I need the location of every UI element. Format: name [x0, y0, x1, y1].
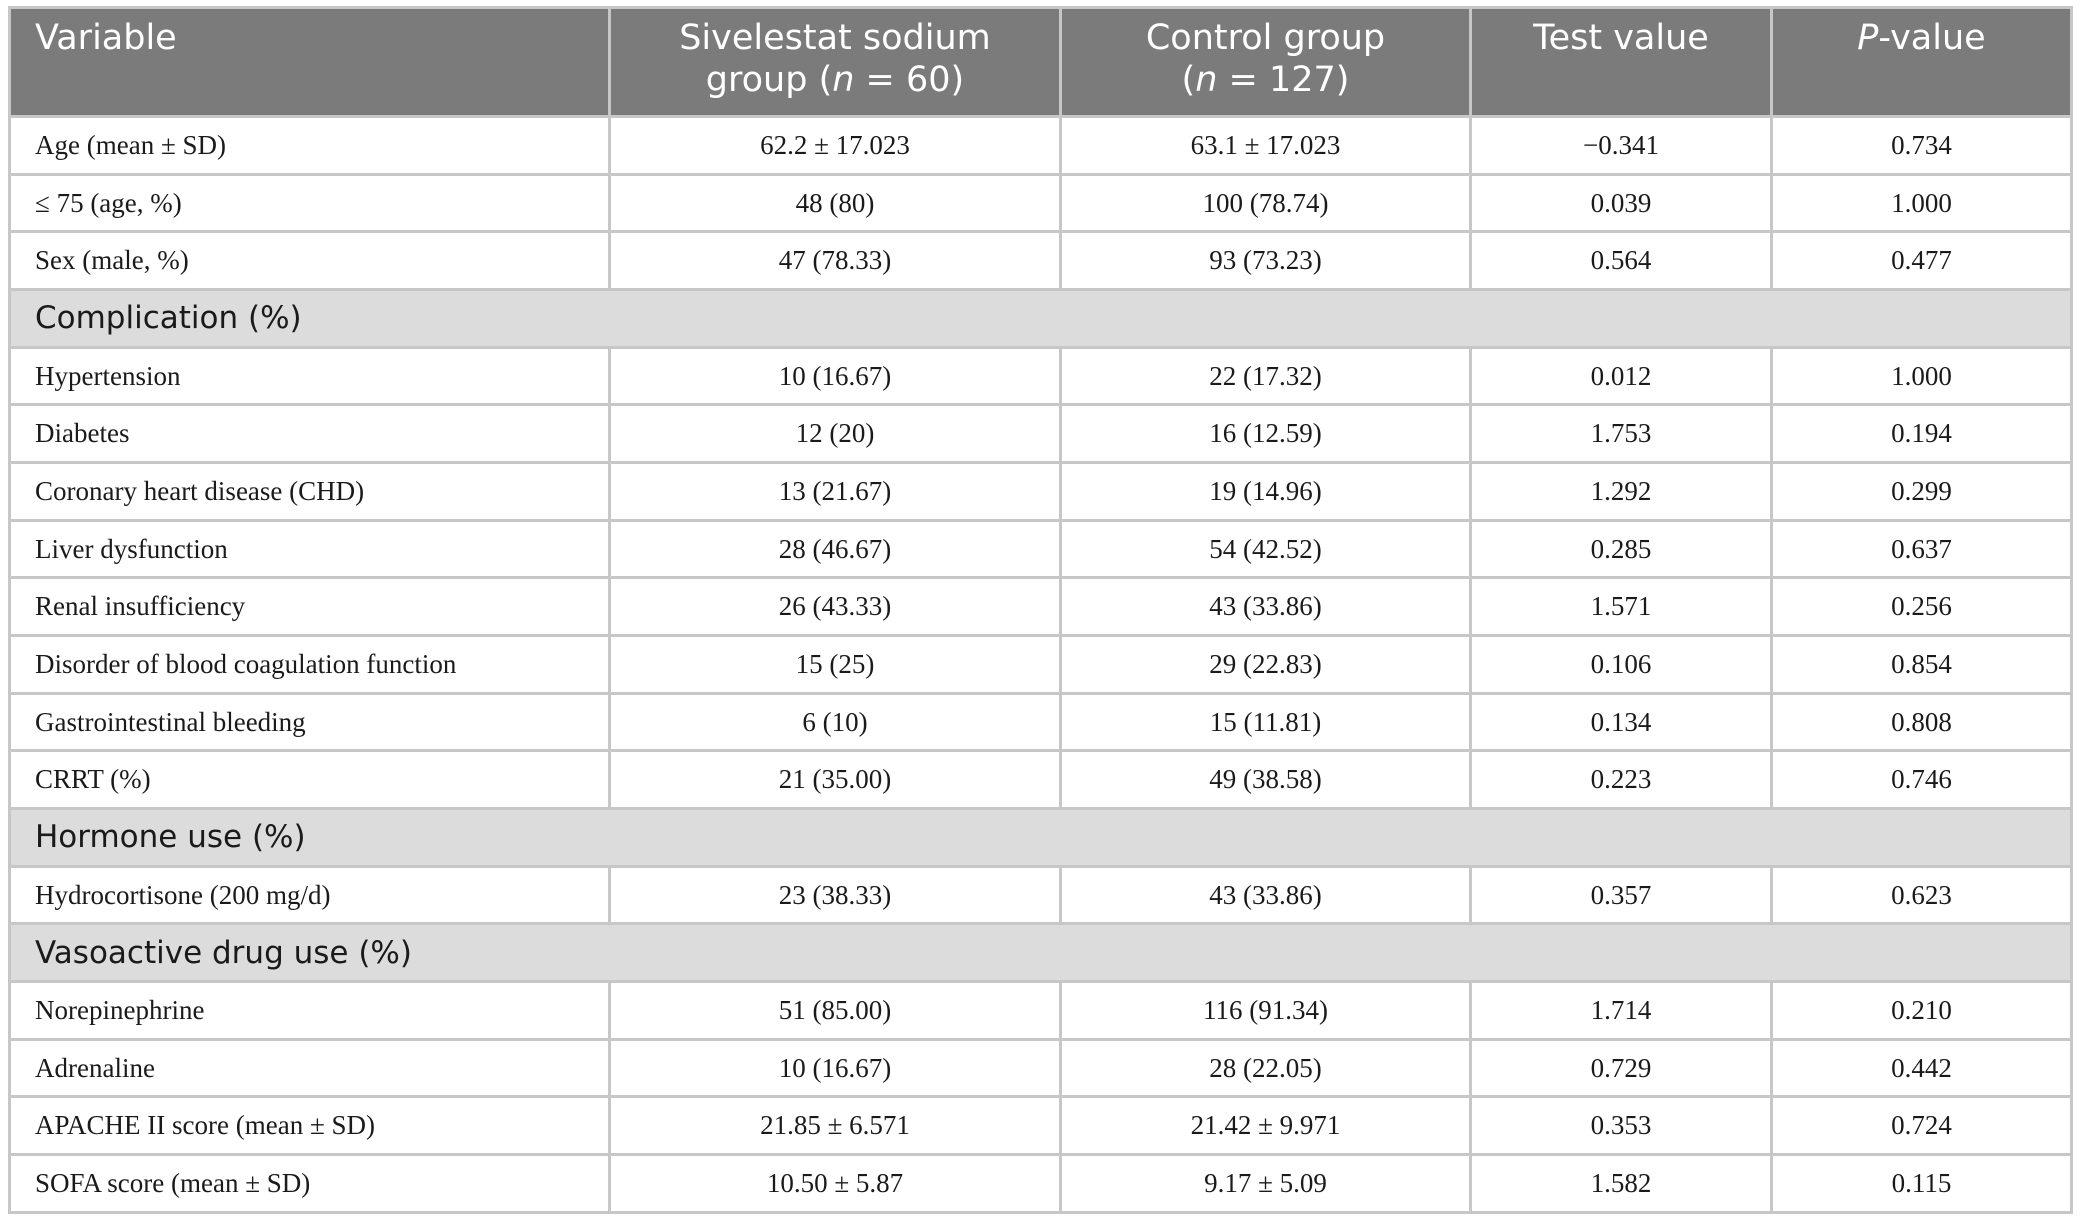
- control-cell: 43 (33.86): [1061, 866, 1471, 924]
- control-cell: 49 (38.58): [1061, 751, 1471, 809]
- p-value-cell: 0.194: [1772, 405, 2072, 463]
- row-label: Hypertension: [10, 347, 610, 405]
- control-cell: 28 (22.05): [1061, 1039, 1471, 1097]
- test-value-cell: 0.039: [1471, 174, 1772, 232]
- control-cell: 116 (91.34): [1061, 982, 1471, 1040]
- section-label: Complication (%): [10, 290, 2072, 348]
- row-label: ≤ 75 (age, %): [10, 174, 610, 232]
- control-cell: 22 (17.32): [1061, 347, 1471, 405]
- row-label: Gastrointestinal bleeding: [10, 693, 610, 751]
- sivelestat-cell: 21 (35.00): [610, 751, 1061, 809]
- table-row: [10, 578, 2072, 636]
- p-value-cell: 0.299: [1772, 463, 2072, 521]
- control-cell: 15 (11.81): [1061, 693, 1471, 751]
- p-value-cell: 1.000: [1772, 347, 2072, 405]
- test-value-cell: −0.341: [1471, 117, 1772, 175]
- test-value-cell: 0.353: [1471, 1097, 1772, 1155]
- p-value-cell: 1.000: [1772, 174, 2072, 232]
- test-value-cell: 0.134: [1471, 693, 1772, 751]
- test-value-cell: 0.729: [1471, 1039, 1772, 1097]
- test-value-cell: 1.753: [1471, 405, 1772, 463]
- row-label: Coronary heart disease (CHD): [10, 463, 610, 521]
- sivelestat-cell: 48 (80): [610, 174, 1061, 232]
- row-label: Renal insufficiency: [10, 578, 610, 636]
- row-label: Adrenaline: [10, 1039, 610, 1097]
- p-value-cell: 0.477: [1772, 232, 2072, 290]
- header-sivelestat: [610, 8, 1061, 117]
- section-label: Hormone use (%): [10, 809, 2072, 867]
- table-row: [10, 1039, 2072, 1097]
- table-row: [10, 520, 2072, 578]
- table-row: [10, 405, 2072, 463]
- header-control-n: n: [1195, 60, 1218, 100]
- control-cell: 43 (33.86): [1061, 578, 1471, 636]
- p-value-cell: 0.746: [1772, 751, 2072, 809]
- test-value-cell: 0.106: [1471, 636, 1772, 694]
- sivelestat-cell: 51 (85.00): [610, 982, 1061, 1040]
- test-value-cell: 0.223: [1471, 751, 1772, 809]
- p-value-cell: 0.623: [1772, 866, 2072, 924]
- p-value-cell: 0.115: [1772, 1155, 2072, 1213]
- header-row: [10, 8, 2072, 117]
- sivelestat-cell: 26 (43.33): [610, 578, 1061, 636]
- sivelestat-cell: 10 (16.67): [610, 347, 1061, 405]
- control-cell: 19 (14.96): [1061, 463, 1471, 521]
- p-value-cell: 0.210: [1772, 982, 2072, 1040]
- test-value-cell: 0.564: [1471, 232, 1772, 290]
- p-value-cell: 0.808: [1772, 693, 2072, 751]
- table-row: [10, 693, 2072, 751]
- table-row: [10, 1155, 2072, 1213]
- table-row: [10, 982, 2072, 1040]
- table-row: [10, 636, 2072, 694]
- header-p-rest: -value: [1878, 18, 1986, 58]
- p-value-cell: 0.256: [1772, 578, 2072, 636]
- sivelestat-cell: 6 (10): [610, 693, 1061, 751]
- row-label: SOFA score (mean ± SD): [10, 1155, 610, 1213]
- header-p-italic: P: [1857, 18, 1879, 58]
- sivelestat-cell: 10 (16.67): [610, 1039, 1061, 1097]
- row-label: CRRT (%): [10, 751, 610, 809]
- header-sivelestat-pre: group (: [705, 60, 833, 100]
- test-value-cell: 0.012: [1471, 347, 1772, 405]
- section-row: [10, 924, 2072, 982]
- header-sivelestat-line1: Sivelestat sodium: [679, 18, 991, 58]
- sivelestat-cell: 12 (20): [610, 405, 1061, 463]
- table-row: [10, 463, 2072, 521]
- row-label: Age (mean ± SD): [10, 117, 610, 175]
- table-row: [10, 117, 2072, 175]
- table-row: [10, 866, 2072, 924]
- control-cell: 29 (22.83): [1061, 636, 1471, 694]
- header-control-post: = 127): [1217, 60, 1350, 100]
- row-label: Liver dysfunction: [10, 520, 610, 578]
- row-label: APACHE II score (mean ± SD): [10, 1097, 610, 1155]
- header-control-line1: Control group: [1145, 18, 1386, 58]
- p-value-cell: 0.724: [1772, 1097, 2072, 1155]
- test-value-cell: 1.571: [1471, 578, 1772, 636]
- section-row: [10, 290, 2072, 348]
- control-cell: 16 (12.59): [1061, 405, 1471, 463]
- table-row: [10, 174, 2072, 232]
- test-value-cell: 0.285: [1471, 520, 1772, 578]
- test-value-cell: 1.582: [1471, 1155, 1772, 1213]
- table-row: [10, 232, 2072, 290]
- table-row: [10, 1097, 2072, 1155]
- data-table: [8, 6, 2073, 1214]
- sivelestat-cell: 23 (38.33): [610, 866, 1061, 924]
- sivelestat-cell: 47 (78.33): [610, 232, 1061, 290]
- p-value-cell: 0.442: [1772, 1039, 2072, 1097]
- header-test-value: [1471, 8, 1772, 117]
- sivelestat-cell: 28 (46.67): [610, 520, 1061, 578]
- row-label: Disorder of blood coagulation function: [10, 636, 610, 694]
- test-value-cell: 1.292: [1471, 463, 1772, 521]
- test-value-cell: 0.357: [1471, 866, 1772, 924]
- sivelestat-cell: 13 (21.67): [610, 463, 1061, 521]
- test-value-cell: 1.714: [1471, 982, 1772, 1040]
- header-sivelestat-n: n: [832, 60, 855, 100]
- control-cell: 9.17 ± 5.09: [1061, 1155, 1471, 1213]
- section-label: Vasoactive drug use (%): [10, 924, 2072, 982]
- control-cell: 93 (73.23): [1061, 232, 1471, 290]
- sivelestat-cell: 21.85 ± 6.571: [610, 1097, 1061, 1155]
- sivelestat-cell: 10.50 ± 5.87: [610, 1155, 1061, 1213]
- header-control-pre: (: [1181, 60, 1196, 100]
- control-cell: 63.1 ± 17.023: [1061, 117, 1471, 175]
- p-value-cell: 0.854: [1772, 636, 2072, 694]
- control-cell: 54 (42.52): [1061, 520, 1471, 578]
- sivelestat-cell: 15 (25): [610, 636, 1061, 694]
- header-test-value-text: Test value: [1533, 18, 1709, 58]
- header-variable-text: Variable: [35, 18, 177, 58]
- table-row: [10, 751, 2072, 809]
- row-label: Diabetes: [10, 405, 610, 463]
- sivelestat-cell: 62.2 ± 17.023: [610, 117, 1061, 175]
- row-label: Sex (male, %): [10, 232, 610, 290]
- p-value-cell: 0.734: [1772, 117, 2072, 175]
- header-control: [1061, 8, 1471, 117]
- header-sivelestat-post: = 60): [854, 60, 965, 100]
- section-row: [10, 809, 2072, 867]
- row-label: Hydrocortisone (200 mg/d): [10, 866, 610, 924]
- p-value-cell: 0.637: [1772, 520, 2072, 578]
- table-header: [10, 8, 2072, 117]
- header-p-value: [1772, 8, 2072, 117]
- control-cell: 21.42 ± 9.971: [1061, 1097, 1471, 1155]
- header-variable: [10, 8, 610, 117]
- row-label: Norepinephrine: [10, 982, 610, 1040]
- table-row: [10, 347, 2072, 405]
- table-body: [10, 117, 2072, 1213]
- control-cell: 100 (78.74): [1061, 174, 1471, 232]
